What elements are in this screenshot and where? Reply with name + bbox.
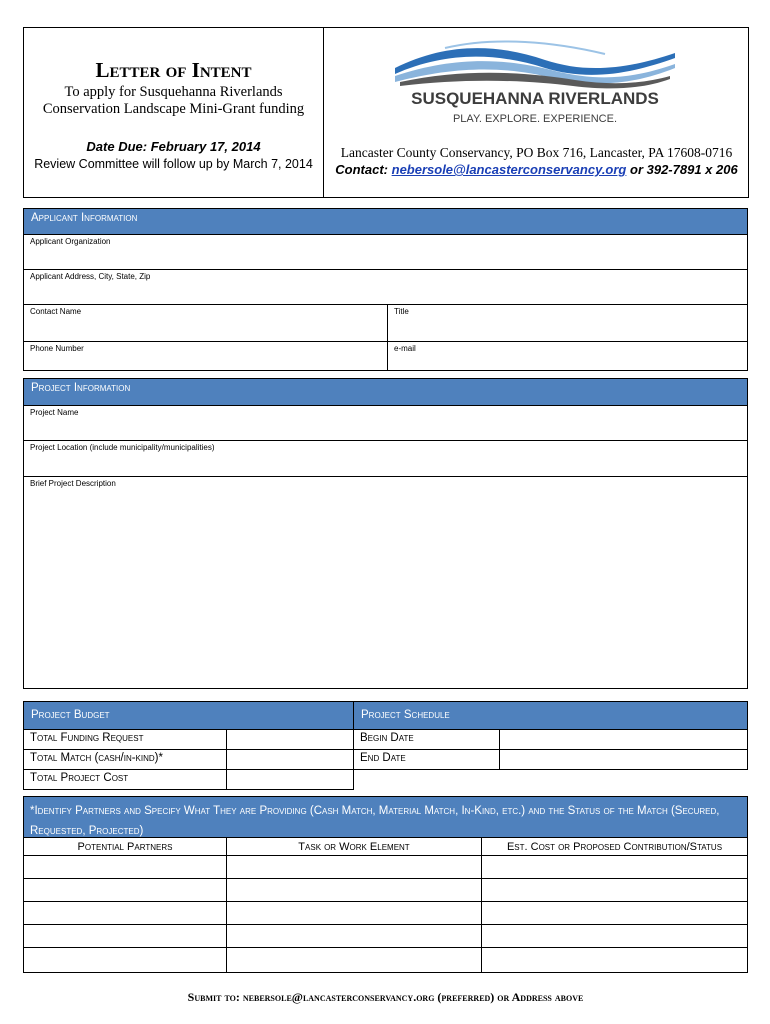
- col-header-partners: Potential Partners: [23, 837, 227, 856]
- schedule-section-header: Project Schedule: [353, 701, 748, 730]
- partner-cell[interactable]: [23, 924, 227, 948]
- task-cell[interactable]: [226, 878, 482, 902]
- review-note: Review Committee will follow up by March 7, 2014: [34, 157, 313, 171]
- end-date-input[interactable]: [499, 749, 748, 770]
- begin-date-input[interactable]: [499, 729, 748, 750]
- logo-tagline: PLAY. EXPLORE. EXPERIENCE.: [452, 113, 618, 125]
- date-due: Date Due: February 17, 2014: [86, 139, 261, 154]
- logo-name: SUSQUEHANNA RIVERLANDS: [411, 89, 659, 108]
- total-match-input[interactable]: [226, 749, 354, 770]
- task-cell[interactable]: [226, 901, 482, 925]
- applicant-section-header: Applicant Information: [23, 208, 748, 235]
- total-cost-label: Total Project Cost: [23, 769, 227, 790]
- applicant-organization-field[interactable]: Applicant Organization: [23, 234, 748, 270]
- email-field[interactable]: e-mail: [387, 341, 748, 371]
- logo-waves-icon: [385, 38, 685, 128]
- task-cell[interactable]: [226, 855, 482, 879]
- project-section-header: Project Information: [23, 378, 748, 406]
- contact-label: Contact:: [335, 162, 388, 177]
- project-description-field[interactable]: Brief Project Description: [23, 476, 748, 689]
- task-cell[interactable]: [226, 924, 482, 948]
- project-name-field[interactable]: Project Name: [23, 405, 748, 441]
- partners-section-header: *Identify Partners and Specify What They are Providing (Cash Match, Material Match, In-Kind, etc.) and the Status of the Match (Secured, Requested, Projected): [23, 796, 748, 838]
- partner-cell[interactable]: [23, 947, 227, 973]
- subtitle-line-2: Conservation Landscape Mini-Grant funding: [42, 101, 305, 117]
- task-cell[interactable]: [226, 947, 482, 973]
- partner-cell[interactable]: [23, 855, 227, 879]
- col-header-task: Task or Work Element: [226, 837, 482, 856]
- cost-cell[interactable]: [481, 878, 748, 902]
- cost-cell[interactable]: [481, 924, 748, 948]
- contact-name-field[interactable]: Contact Name: [23, 304, 388, 342]
- partner-cell[interactable]: [23, 901, 227, 925]
- total-cost-input[interactable]: [226, 769, 354, 790]
- subtitle: [24, 84, 323, 118]
- susquehanna-riverlands-logo: [385, 38, 685, 128]
- contact-email-link[interactable]: nebersole@lancasterconservancy.org: [391, 162, 627, 177]
- cost-cell[interactable]: [481, 901, 748, 925]
- phone-field[interactable]: Phone Number: [23, 341, 388, 371]
- cost-cell[interactable]: [481, 947, 748, 973]
- funding-request-input[interactable]: [226, 729, 354, 750]
- applicant-address-field[interactable]: Applicant Address, City, State, Zip: [23, 269, 748, 305]
- project-location-field[interactable]: Project Location (include municipality/municipalities): [23, 440, 748, 477]
- address: Lancaster County Conservancy, PO Box 716, Lancaster, PA 17608-0716: [340, 145, 733, 160]
- subtitle-line-1: To apply for Susquehanna Riverlands: [64, 84, 283, 100]
- end-date-label: End Date: [353, 749, 500, 770]
- page-title: Letter of Intent: [95, 58, 252, 82]
- funding-request-label: Total Funding Request: [23, 729, 227, 750]
- total-match-label: Total Match (cash/in-kind)*: [23, 749, 227, 770]
- contact-phone: or 392-7891 x 206: [630, 162, 738, 177]
- col-header-cost: Est. Cost or Proposed Contribution/Status: [481, 837, 748, 856]
- cost-cell[interactable]: [481, 855, 748, 879]
- budget-section-header: Project Budget: [23, 701, 354, 730]
- partner-cell[interactable]: [23, 878, 227, 902]
- title-field[interactable]: Title: [387, 304, 748, 342]
- submit-instructions: Submit to: nebersole@lancasterconservancy.org (preferred) or Address above: [187, 990, 584, 1004]
- contact-line: [324, 162, 749, 177]
- begin-date-label: Begin Date: [353, 729, 500, 750]
